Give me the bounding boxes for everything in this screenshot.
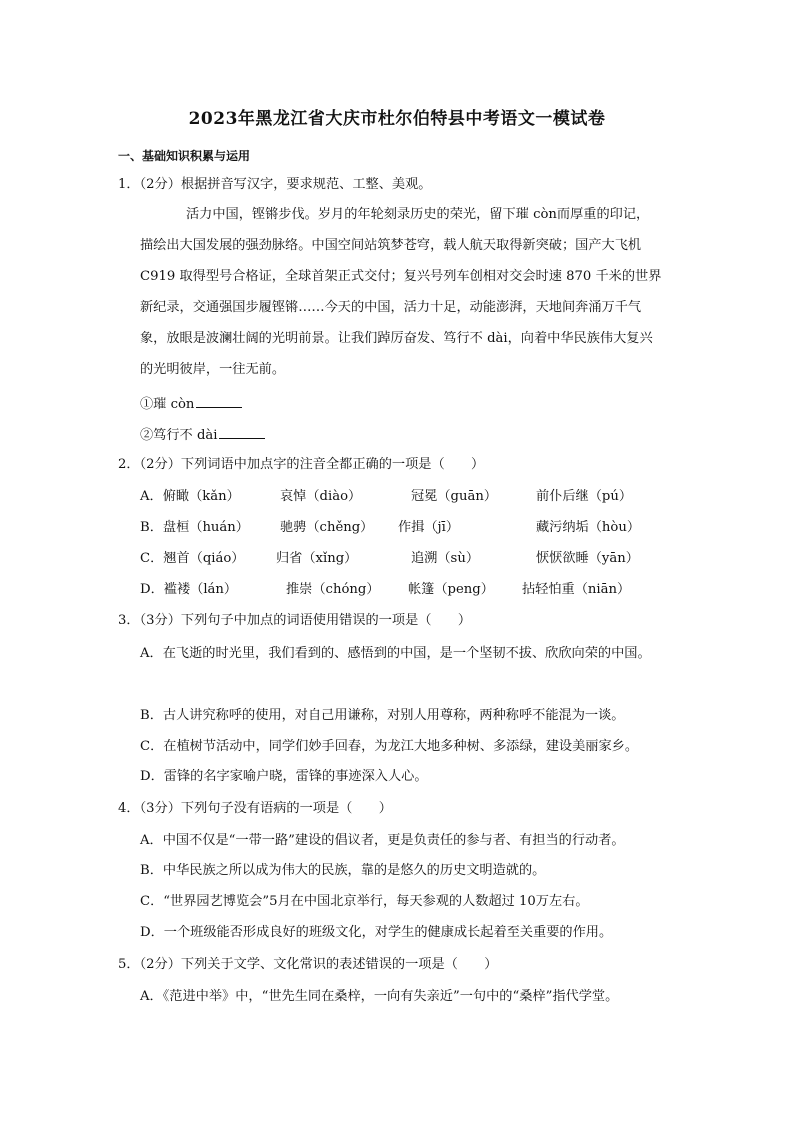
q2-option-item: 作揖（jī） <box>398 520 460 535</box>
q1-sub-item-1-label: ①璀 còn <box>140 397 195 412</box>
q2-option-item: C．翘首（qiáo） <box>140 551 245 566</box>
q4-option-a: A．中国不仅是“一带一路”建设的倡议者，更是负责任的参与者、有担当的行动者。 <box>140 833 625 848</box>
question-3-stem: 3．（3分）下列句子中加点的词语使用错误的一项是（ ） <box>118 613 472 628</box>
q2-option-item: 哀悼（diào） <box>280 489 362 504</box>
q3-option-b: B．古人讲究称呼的使用，对自己用谦称，对别人用尊称，两种称呼不能混为一谈。 <box>140 708 625 723</box>
q2-option-item: 归省（xǐng） <box>276 551 358 566</box>
q1-sub-item-1 <box>140 394 242 414</box>
q1-sub-item-2 <box>140 425 265 445</box>
q1-passage-line: C919 取得型号合格证，全球首架正式交付；复兴号列车创相对交会时速 870 千米的世界 <box>140 269 662 284</box>
question-2-stem: 2．（2分）下列词语中加点字的注音全都正确的一项是（ ） <box>118 457 485 472</box>
q1-passage-line: 新纪录，交通强国步履铿锵……今天的中国，活力十足，动能澎湃，天地间奔涌万千气 <box>140 300 642 315</box>
q2-option-item: D．褴褛（lán） <box>140 582 238 597</box>
answer-blank[interactable] <box>196 394 242 408</box>
q1-passage-line: 象，放眼是波澜壮阔的光明前景。让我们踔厉奋发、笃行不 dài，向着中华民族伟大复兴 <box>140 331 653 346</box>
page-title: 2023年黑龙江省大庆市杜尔伯特县中考语文一模试卷 <box>188 109 606 129</box>
q4-option-c: C．“世界园艺博览会”5月在中国北京举行，每天参观的人数超过 10万左右。 <box>140 894 589 909</box>
q5-option-a: A．《范进中举》中，“世先生同在桑梓，一向有失亲近”一句中的“桑梓”指代学堂。 <box>140 989 619 1004</box>
q1-passage-line: 描绘出大国发展的强劲脉络。中国空间站筑梦苍穹，载人航天取得新突破；国产大飞机 <box>140 238 642 253</box>
q1-passage-line: 活力中国，铿锵步伐。岁月的年轮刻录历史的荣光，留下璀 còn而厚重的印记， <box>186 207 650 222</box>
q3-option-d: D．雷锋的名字家喻户晓，雷锋的事迹深入人心。 <box>140 769 428 784</box>
answer-blank[interactable] <box>219 425 265 439</box>
q2-option-item: 帐篷（peng） <box>408 582 494 597</box>
section-heading: 一、基础知识积累与运用 <box>118 149 251 163</box>
q3-option-c: C．在植树节活动中，同学们妙手回春，为龙江大地多种树、多添绿，建设美丽家乡。 <box>140 739 639 754</box>
question-1-stem: 1．（2分）根据拼音写汉字，要求规范、工整、美观。 <box>118 177 432 192</box>
question-5-stem: 5．（2分）下列关于文学、文化常识的表述错误的一项是（ ） <box>118 957 498 972</box>
q1-passage-line: 的光明彼岸，一往无前。 <box>140 362 286 377</box>
q4-option-b: B．中华民族之所以成为伟大的民族，靠的是悠久的历史文明造就的。 <box>140 863 546 878</box>
q2-option-item: B．盘桓（huán） <box>140 520 249 535</box>
q2-option-item: 追溯（sù） <box>411 551 480 566</box>
q3-option-a: A．在飞逝的时光里，我们看到的、感悟到的中国，是一个坚韧不拔、欣欣向荣的中国。 <box>140 646 651 661</box>
q2-option-item: 推崇（chóng） <box>286 582 380 597</box>
q2-option-item: 恹恹欲睡（yān） <box>536 551 639 566</box>
q2-option-item: 拈轻怕重（niān） <box>522 582 631 597</box>
q2-option-item: 前仆后继（pú） <box>536 489 633 504</box>
q4-option-d: D．一个班级能否形成良好的班级文化，对学生的健康成长起着至关重要的作用。 <box>140 925 613 940</box>
q2-option-item: A．俯瞰（kǎn） <box>140 489 240 504</box>
q2-option-item: 冠冕（guān） <box>411 489 498 504</box>
q1-sub-item-2-label: ②笃行不 dài <box>140 428 218 443</box>
q2-option-item: 驰骋（chěng） <box>280 520 374 535</box>
q2-option-item: 藏污纳垢（hòu） <box>536 520 641 535</box>
question-4-stem: 4．（3分）下列句子没有语病的一项是（ ） <box>118 801 392 816</box>
